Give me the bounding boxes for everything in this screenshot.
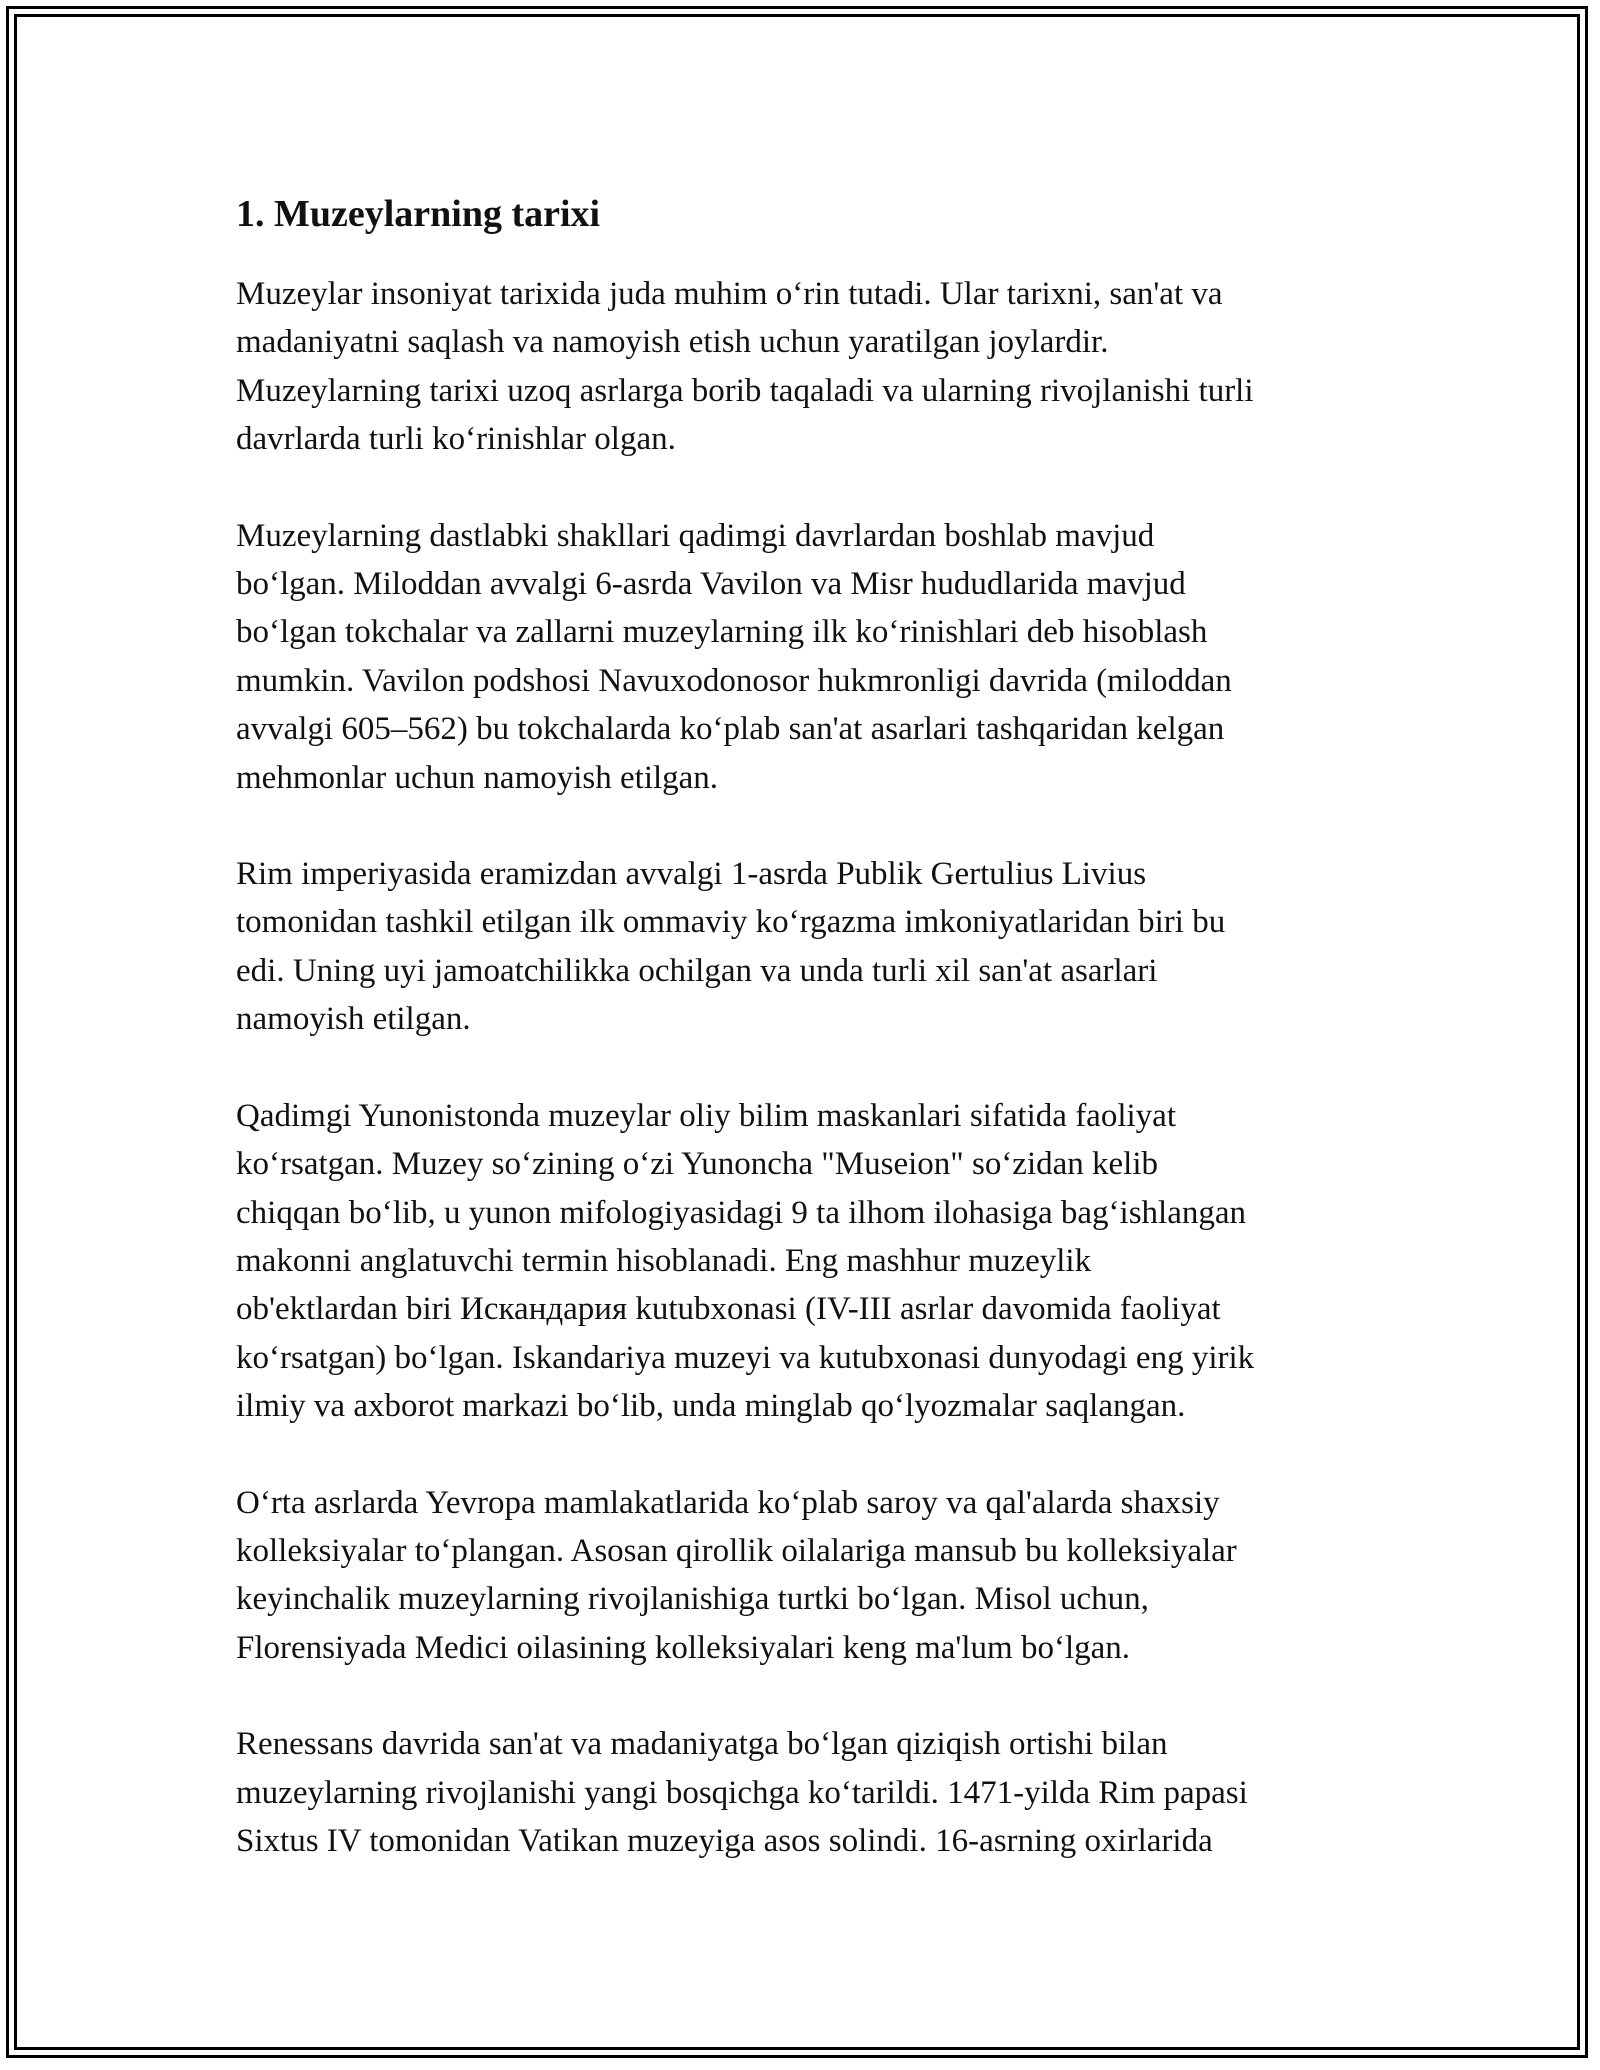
- paragraph-4: [236, 1092, 1370, 1431]
- text-line: madaniyatni saqlash va namoyish etish uchun yaratilgan joylardir.: [236, 324, 1109, 361]
- text-line: Florensiyada Medici oilasining kolleksiyalari keng ma'lum bo‘lgan.: [236, 1629, 1131, 1666]
- text-line: mumkin. Vavilon podshosi Navuxodonosor hukmronligi davrida (miloddan: [236, 662, 1232, 699]
- text-line: tomonidan tashkil etilgan ilk ommaviy ko‘rgazma imkoniyatlaridan biri bu: [236, 904, 1226, 941]
- document-body: [236, 188, 1370, 1913]
- text-line: Qadimgi Yunonistonda muzeylar oliy bilim maskanlari sifatida faoliyat: [236, 1097, 1176, 1134]
- paragraph-list: [236, 270, 1370, 1865]
- text-line: bo‘lgan tokchalar va zallarni muzeylarning ilk ko‘rinishlari deb hisoblash: [236, 614, 1208, 651]
- text-line: namoyish etilgan.: [236, 1001, 471, 1038]
- text-line: O‘rta asrlarda Yevropa mamlakatlarida ko‘plab saroy va qal'alarda shaxsiy: [236, 1484, 1220, 1521]
- paragraph-5: [236, 1479, 1370, 1673]
- text-line: edi. Uning uyi jamoatchilikka ochilgan va unda turli xil san'at asarlari: [236, 952, 1158, 989]
- text-line: ko‘rsatgan. Muzey so‘zining o‘zi Yunoncha "Museion" so‘zidan kelib: [236, 1146, 1159, 1183]
- text-line: ilmiy va axborot markazi bo‘lib, unda minglab qo‘lyozmalar saqlangan.: [236, 1388, 1186, 1425]
- section-title: 1. Muzeylarning tarixi: [236, 193, 601, 235]
- text-line: Rim imperiyasida eramizdan avvalgi 1-asrda Publik Gertulius Livius: [236, 856, 1147, 893]
- text-line: Muzeylarning dastlabki shakllari qadimgi davrlardan boshlab mavjud: [236, 517, 1155, 554]
- paragraph-3: [236, 850, 1370, 1044]
- paragraph-2: [236, 512, 1370, 802]
- text-line: ob'ektlardan biri Искандария kutubxonasi (IV-III asrlar davomida faoliyat: [236, 1291, 1221, 1328]
- text-line: kolleksiyalar to‘plangan. Asosan qirollik oilalariga mansub bu kolleksiyalar: [236, 1532, 1237, 1569]
- text-line: Renessans davrida san'at va madaniyatga bo‘lgan qiziqish ortishi bilan: [236, 1726, 1168, 1763]
- text-line: davrlarda turli ko‘rinishlar olgan.: [236, 421, 676, 458]
- text-line: bo‘lgan. Miloddan avvalgi 6-asrda Vavilon va Misr hududlarida mavjud: [236, 566, 1186, 603]
- paragraph-1: [236, 270, 1370, 464]
- text-line: makonni anglatuvchi termin hisoblanadi. Eng mashhur muzeylik: [236, 1242, 1092, 1279]
- text-line: Sixtus IV tomonidan Vatikan muzeyiga asos solindi. 16-asrning oxirlarida: [236, 1822, 1213, 1859]
- text-line: muzeylarning rivojlanishi yangi bosqichga ko‘tarildi. 1471-yilda Rim papasi: [236, 1774, 1248, 1811]
- text-line: ko‘rsatgan) bo‘lgan. Iskandariya muzeyi va kutubxonasi dunyodagi eng yirik: [236, 1339, 1255, 1376]
- text-line: chiqqan bo‘lib, u yunon mifologiyasidagi 9 ta ilhom ilohasiga bag‘ishlangan: [236, 1194, 1246, 1231]
- paragraph-6: [236, 1720, 1370, 1865]
- text-line: Muzeylar insoniyat tarixida juda muhim o‘rin tutadi. Ular tarixni, san'at va: [236, 276, 1223, 312]
- text-line: avvalgi 605–562) bu tokchalarda ko‘plab san'at asarlari tashqaridan kelgan: [236, 711, 1225, 748]
- text-line: Muzeylarning tarixi uzoq asrlarga borib taqaladi va ularning rivojlanishi turli: [236, 372, 1254, 409]
- text-line: mehmonlar uchun namoyish etilgan.: [236, 759, 719, 796]
- text-line: keyinchalik muzeylarning rivojlanishiga turtki bo‘lgan. Misol uchun,: [236, 1581, 1149, 1618]
